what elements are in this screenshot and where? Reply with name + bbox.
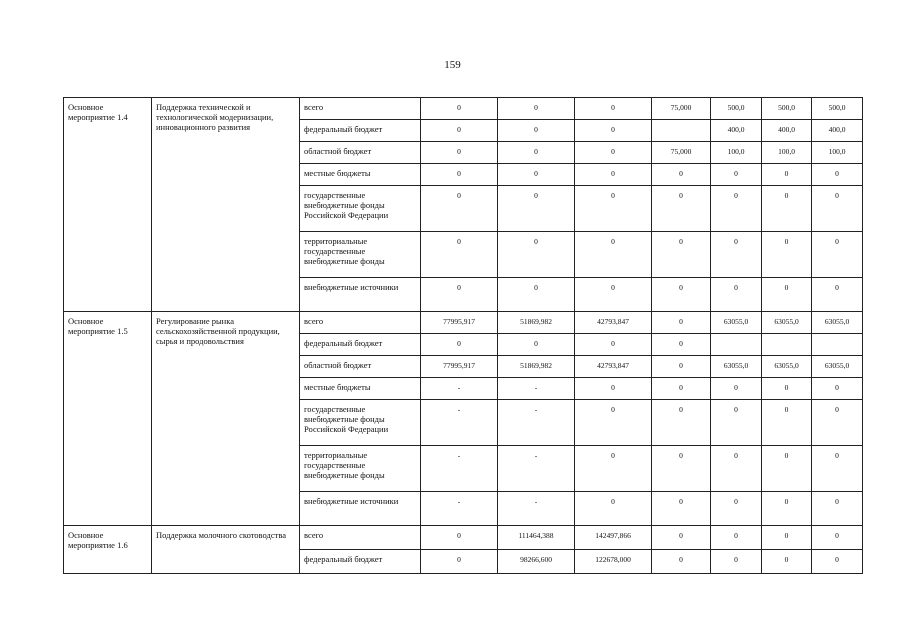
- value-cell: 63055,0: [711, 356, 762, 378]
- funding-source-cell: государственные внебюджетные фонды Российской Федерации: [300, 186, 421, 232]
- value-cell: 0: [652, 334, 711, 356]
- value-cell: -: [498, 378, 575, 400]
- value-cell: 0: [652, 356, 711, 378]
- value-cell: 100,0: [711, 142, 762, 164]
- value-cell: [812, 334, 863, 356]
- value-cell: 0: [762, 526, 812, 550]
- value-cell: 0: [652, 550, 711, 574]
- value-cell: 0: [652, 492, 711, 526]
- value-cell: 0: [575, 278, 652, 312]
- value-cell: 500,0: [762, 98, 812, 120]
- funding-source-cell: федеральный бюджет: [300, 120, 421, 142]
- value-cell: 0: [575, 446, 652, 492]
- value-cell: 400,0: [762, 120, 812, 142]
- value-cell: 100,0: [762, 142, 812, 164]
- value-cell: 0: [575, 120, 652, 142]
- value-cell: 75,000: [652, 98, 711, 120]
- activity-name-cell: Основное мероприятие 1.4: [64, 98, 152, 312]
- value-cell: 0: [762, 492, 812, 526]
- funding-source-cell: внебюджетные источники: [300, 278, 421, 312]
- value-cell: 0: [711, 446, 762, 492]
- value-cell: 0: [498, 232, 575, 278]
- funding-source-cell: областной бюджет: [300, 356, 421, 378]
- value-cell: 0: [652, 232, 711, 278]
- activity-description-cell: Регулирование рынка сельскохозяйственной продукции, сырья и продовольствия: [152, 312, 300, 526]
- funding-source-cell: федеральный бюджет: [300, 550, 421, 574]
- value-cell: 0: [652, 164, 711, 186]
- value-cell: 0: [812, 400, 863, 446]
- funding-source-cell: всего: [300, 526, 421, 550]
- table-row: [64, 526, 863, 550]
- funding-source-cell: местные бюджеты: [300, 164, 421, 186]
- value-cell: -: [421, 492, 498, 526]
- value-cell: 0: [652, 526, 711, 550]
- funding-source-cell: территориальные государственные внебюджетные фонды: [300, 446, 421, 492]
- value-cell: 63055,0: [762, 312, 812, 334]
- value-cell: 0: [812, 378, 863, 400]
- value-cell: 0: [812, 232, 863, 278]
- value-cell: 142497,866: [575, 526, 652, 550]
- value-cell: 0: [812, 164, 863, 186]
- page-number: 159: [444, 59, 461, 71]
- value-cell: 100,0: [812, 142, 863, 164]
- value-cell: 0: [575, 142, 652, 164]
- value-cell: 51869,982: [498, 356, 575, 378]
- value-cell: 400,0: [711, 120, 762, 142]
- value-cell: 0: [711, 492, 762, 526]
- value-cell: 0: [575, 334, 652, 356]
- value-cell: 0: [575, 186, 652, 232]
- funding-source-cell: федеральный бюджет: [300, 334, 421, 356]
- value-cell: 0: [762, 550, 812, 574]
- value-cell: 63055,0: [812, 312, 863, 334]
- table-row: [64, 98, 863, 120]
- funding-source-cell: территориальные государственные внебюджетные фонды: [300, 232, 421, 278]
- value-cell: -: [498, 492, 575, 526]
- funding-source-cell: всего: [300, 312, 421, 334]
- value-cell: 0: [652, 312, 711, 334]
- value-cell: 0: [762, 278, 812, 312]
- value-cell: 0: [652, 400, 711, 446]
- value-cell: 0: [762, 164, 812, 186]
- value-cell: 75,000: [652, 142, 711, 164]
- value-cell: -: [421, 446, 498, 492]
- value-cell: 0: [652, 186, 711, 232]
- activity-name-cell: Основное мероприятие 1.6: [64, 526, 152, 574]
- value-cell: 0: [762, 400, 812, 446]
- value-cell: 51869,982: [498, 312, 575, 334]
- funding-source-cell: внебюджетные источники: [300, 492, 421, 526]
- value-cell: 0: [498, 278, 575, 312]
- value-cell: 0: [711, 378, 762, 400]
- value-cell: [652, 120, 711, 142]
- value-cell: -: [498, 446, 575, 492]
- table-row: [64, 312, 863, 334]
- value-cell: 0: [421, 550, 498, 574]
- value-cell: 0: [762, 232, 812, 278]
- value-cell: 0: [812, 186, 863, 232]
- value-cell: 0: [575, 164, 652, 186]
- value-cell: 77995,917: [421, 356, 498, 378]
- value-cell: 0: [575, 98, 652, 120]
- value-cell: 0: [711, 400, 762, 446]
- value-cell: 0: [711, 232, 762, 278]
- value-cell: 0: [421, 334, 498, 356]
- activity-description-cell: Поддержка технической и технологической модернизации, инновационного развития: [152, 98, 300, 312]
- value-cell: 0: [711, 550, 762, 574]
- value-cell: 0: [421, 164, 498, 186]
- funding-source-cell: местные бюджеты: [300, 378, 421, 400]
- value-cell: 0: [652, 446, 711, 492]
- value-cell: 500,0: [812, 98, 863, 120]
- value-cell: 0: [812, 278, 863, 312]
- value-cell: 0: [711, 164, 762, 186]
- budget-table: [63, 97, 863, 574]
- value-cell: 0: [575, 378, 652, 400]
- value-cell: 63055,0: [711, 312, 762, 334]
- value-cell: 111464,388: [498, 526, 575, 550]
- value-cell: 0: [575, 232, 652, 278]
- value-cell: 0: [498, 98, 575, 120]
- value-cell: 0: [498, 120, 575, 142]
- value-cell: -: [421, 400, 498, 446]
- value-cell: 0: [812, 550, 863, 574]
- value-cell: 0: [762, 186, 812, 232]
- value-cell: 0: [812, 526, 863, 550]
- value-cell: 0: [652, 278, 711, 312]
- value-cell: [762, 334, 812, 356]
- value-cell: 0: [711, 186, 762, 232]
- value-cell: 400,0: [812, 120, 863, 142]
- value-cell: 0: [421, 278, 498, 312]
- funding-source-cell: государственные внебюджетные фонды Российской Федерации: [300, 400, 421, 446]
- value-cell: 0: [421, 232, 498, 278]
- value-cell: 0: [652, 378, 711, 400]
- value-cell: 122678,000: [575, 550, 652, 574]
- value-cell: 0: [421, 98, 498, 120]
- value-cell: 0: [498, 186, 575, 232]
- funding-source-cell: областной бюджет: [300, 142, 421, 164]
- value-cell: 0: [575, 492, 652, 526]
- activity-description-cell: Поддержка молочного скотоводства: [152, 526, 300, 574]
- value-cell: 0: [421, 526, 498, 550]
- value-cell: -: [498, 400, 575, 446]
- value-cell: 0: [711, 278, 762, 312]
- value-cell: 0: [575, 400, 652, 446]
- value-cell: 77995,917: [421, 312, 498, 334]
- value-cell: 0: [421, 120, 498, 142]
- funding-source-cell: всего: [300, 98, 421, 120]
- value-cell: 98266,600: [498, 550, 575, 574]
- value-cell: 500,0: [711, 98, 762, 120]
- value-cell: -: [421, 378, 498, 400]
- value-cell: 0: [762, 378, 812, 400]
- value-cell: 63055,0: [812, 356, 863, 378]
- value-cell: 42793,847: [575, 312, 652, 334]
- value-cell: 42793,847: [575, 356, 652, 378]
- value-cell: [711, 334, 762, 356]
- activity-name-cell: Основное мероприятие 1.5: [64, 312, 152, 526]
- value-cell: 0: [812, 492, 863, 526]
- value-cell: 0: [711, 526, 762, 550]
- value-cell: 0: [498, 142, 575, 164]
- value-cell: 0: [762, 446, 812, 492]
- value-cell: 63055,0: [762, 356, 812, 378]
- value-cell: 0: [498, 164, 575, 186]
- value-cell: 0: [421, 186, 498, 232]
- value-cell: 0: [498, 334, 575, 356]
- value-cell: 0: [421, 142, 498, 164]
- value-cell: 0: [812, 446, 863, 492]
